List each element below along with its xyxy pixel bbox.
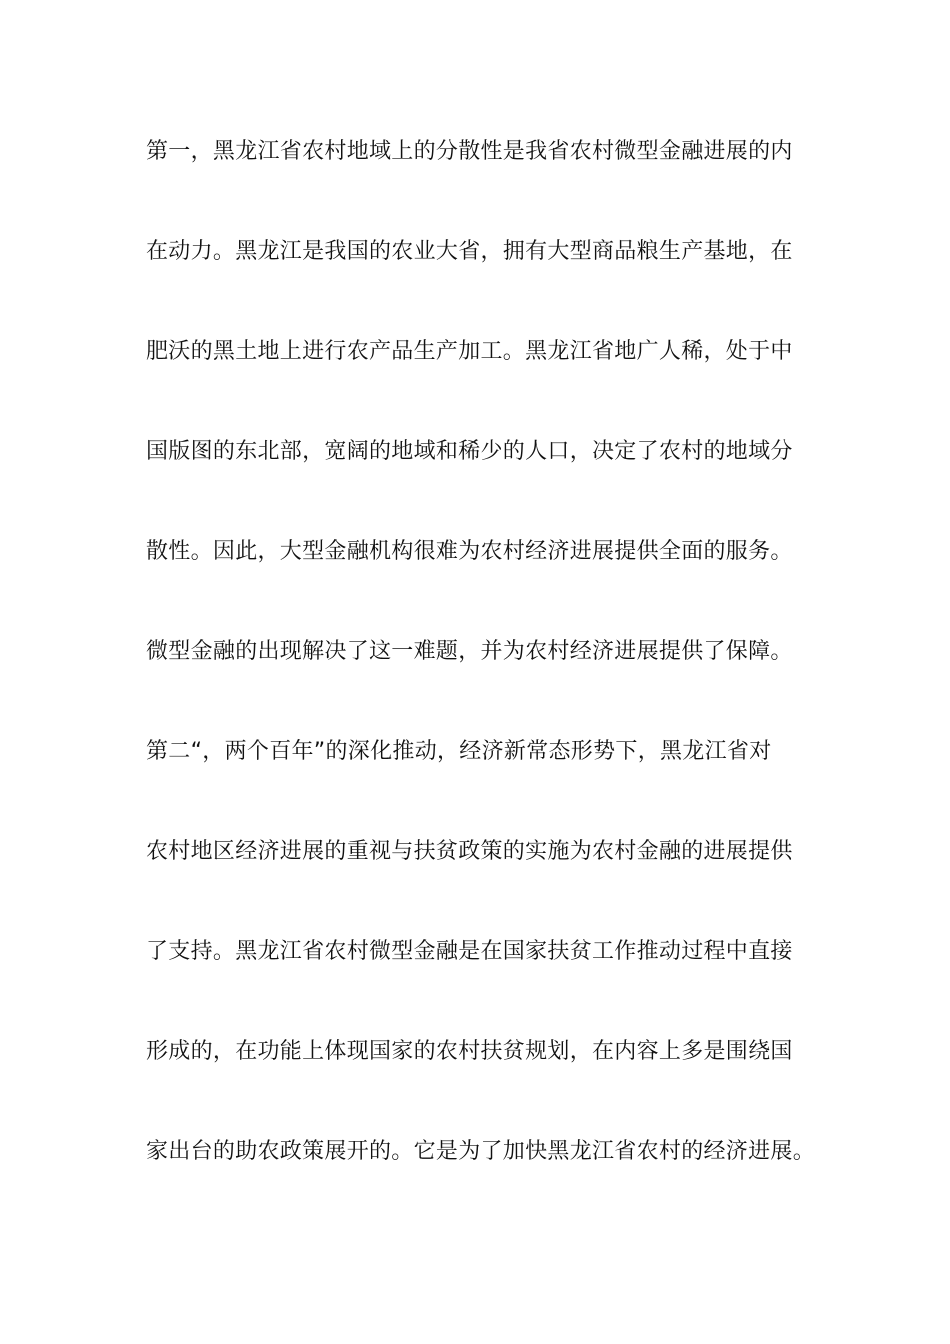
text-line: 农村地区经济进展的重视与扶贫政策的实施为农村金融的进展提供 (146, 839, 793, 864)
text-line: 微型金融的出现解决了这一难题，并为农村经济进展提供了保障。 (146, 639, 793, 664)
text-line: 第二“，两个百年”的深化推动，经济新常态形势下，黑龙江省对 (146, 739, 772, 764)
text-line: 在动力。黑龙江是我国的农业大省，拥有大型商品粮生产基地，在 (146, 239, 793, 264)
text-line: 肥沃的黑土地上进行农产品生产加工。黑龙江省地广人稀，处于中 (146, 339, 793, 364)
text-line: 家出台的助农政策展开的。它是为了加快黑龙江省农村的经济进展。 (146, 1139, 816, 1164)
body-text (146, 125, 846, 1225)
text-line: 第一，黑龙江省农村地域上的分散性是我省农村微型金融进展的内 (146, 139, 793, 164)
text-line: 散性。因此，大型金融机构很难为农村经济进展提供全面的服务。 (146, 539, 793, 564)
text-line: 形成的，在功能上体现国家的农村扶贫规划，在内容上多是围绕国 (146, 1039, 793, 1064)
text-line: 了支持。黑龙江省农村微型金融是在国家扶贫工作推动过程中直接 (146, 939, 793, 964)
text-line: 国版图的东北部，宽阔的地域和稀少的人口，决定了农村的地域分 (146, 439, 793, 464)
